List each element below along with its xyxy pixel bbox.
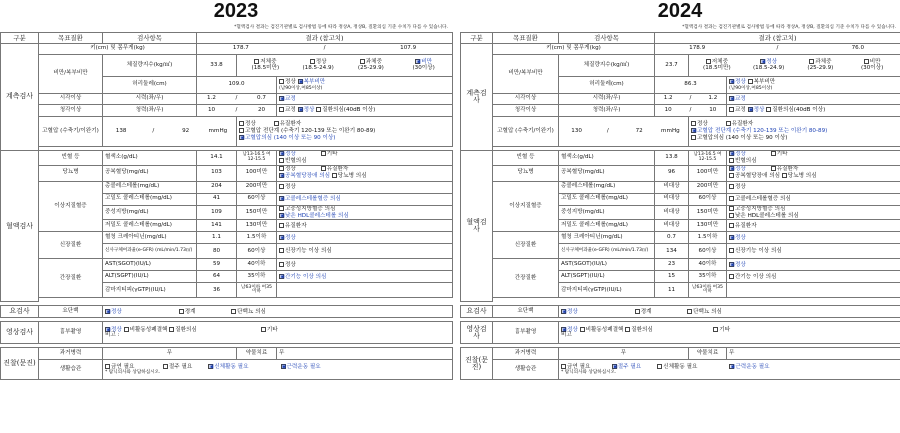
header-item: 검사항목 (103, 33, 197, 44)
checkbox-checked[interactable] (561, 327, 566, 332)
checkbox[interactable] (729, 223, 734, 228)
checkbox[interactable] (729, 274, 734, 279)
checkbox-checked[interactable] (729, 79, 734, 84)
result-table: 구분 목표질환 검사항목 결과 (참고치) 계측검사 키(cm) 및 몸무게(kg) 178.9 / 76.0 비만/복부비만 체질량지수(kg/㎡) 23.7 저체중 (18.5미만) ▣정상 (18.5-24.9) 과체중 (25-29.9) 비만 (30이상) 허리둘레(cm) 86.3 ▣ 정상 복부비만 (남90이상,여85이상) 시각이상 시력(좌/우) 1.2 / 1.2 ▣ 교정 청각이상 청력(좌/우) 10 / 10 교정 ▣ 정상 질환의심(40dB 이상) 고혈압 (수축기/이완기) 130 / 72 mmHg 정상 유질환자 ▣고혈압 전단계 (수축기 120-139 또는 이완기 80-89) 고혈압의심 (140 이상 또는 90 이상) 혈액검사 빈혈 등 혈색소(g/dL) 13.8 남13-16.5 여12-15.5 ▣정상 기타 빈혈의심 당뇨병 공복혈당(mg/dL) 96 100미만 ▣ 정상 유질환자 공복혈당장애 의심 당뇨병 의심 이상지질혈증 총콜레스테롤(mg/dL) 비대상 200미만 정상 고밀도 콜레스테롤(mg/dL) 비대상 60이상 고콜레스테롤혈증 의심 중성지방(mg/dL) 비대상 150미만 고중성지방혈증 의심 낮은 HDL콜레스테롤 의심 저밀도 콜레스테롤(mg/dL) 비대상 130미만 유질환자 신장질환 혈청 크레아티닌(mg/dL) 0.7 1.5이하 ▣ 정상 신사구체여과율(e-GFR) (mL/min/1.73㎡) 134 60이상 신장기능 이상 의심 간장질환 AST(SGOT)(IU/L) 23 40이하 ▣ 정상 ALT(SGPT)(IU/L) 15 35이하 간기능 이상 의심 감마지티피(γGTP)(IU/L) 11 남63이하 여35이하 요검사 요단백 ▣ 정상 경계 단백뇨 의심 영상검사 흉부촬영 ▣ 정상 비활동성폐결핵 질환의심 기타 비고 진찰(문진) 과거병력 무 약물치료 무 생활습관 금연 필요 ▣ 절주 필요 신체활동 필요 ▣ 근력운동 필요 * 탐닉의사와 상담하십시오. (460, 32, 900, 380)
checkbox-checked[interactable] (298, 107, 303, 112)
checkbox-checked[interactable] (279, 96, 284, 101)
checkbox[interactable] (729, 107, 734, 112)
dm-title: 당뇨병 (39, 165, 103, 181)
checkbox[interactable] (729, 196, 734, 201)
note: *혈액검사 결과는 검진기관별로 검사방법 등에 따라 정상A, 정상B, 질환의심 기준 수치가 다를 수 있습니다. (234, 25, 448, 30)
checkbox[interactable] (729, 184, 734, 189)
consult-group: 진찰(문진) (1, 348, 39, 380)
checkbox[interactable] (279, 223, 284, 228)
checkbox[interactable] (360, 59, 365, 64)
checkbox-checked[interactable] (729, 96, 734, 101)
checkbox[interactable] (580, 327, 585, 332)
checkbox[interactable] (279, 158, 284, 163)
checkbox[interactable] (231, 309, 236, 314)
checkbox[interactable] (279, 107, 284, 112)
height-weight-label: 키(cm) 및 몸무게(kg) (39, 44, 197, 55)
checkbox-checked[interactable] (279, 173, 284, 178)
checkbox-checked[interactable] (281, 364, 286, 369)
checkbox-checked[interactable] (729, 151, 734, 156)
checkbox[interactable] (332, 173, 337, 178)
checkbox[interactable] (279, 79, 284, 84)
year-title: 2024 (657, 0, 703, 22)
vision-title: 시각이상 (39, 94, 103, 105)
checkbox[interactable] (279, 166, 284, 171)
checkbox[interactable] (729, 173, 734, 178)
obesity-label: 비만/복부비만 (39, 55, 103, 94)
checkbox[interactable] (105, 364, 110, 369)
checkbox-checked[interactable] (612, 364, 617, 369)
checkbox[interactable] (179, 309, 184, 314)
image-group: 영상검사 (461, 322, 493, 344)
checkbox[interactable] (729, 213, 734, 218)
waist-label: 허리둘레(cm) (103, 77, 197, 94)
height-value: 178.7 (232, 45, 249, 52)
checkbox[interactable] (687, 309, 692, 314)
checkbox[interactable] (279, 248, 284, 253)
measure-group: 계측검사 (1, 44, 39, 151)
checkbox[interactable] (239, 128, 244, 133)
checkbox[interactable] (748, 79, 753, 84)
kidney-title: 신장질환 (39, 232, 103, 259)
checkbox-checked[interactable] (748, 107, 753, 112)
checkbox-checked[interactable] (105, 327, 110, 332)
hearing-title: 청각이상 (39, 105, 103, 117)
checkbox[interactable] (766, 107, 771, 112)
hearing-label: 청력(좌/우) (103, 105, 197, 117)
checkbox[interactable] (691, 135, 696, 140)
checkbox[interactable] (782, 173, 787, 178)
liver-title: 간장질환 (39, 259, 103, 298)
checkbox[interactable] (261, 327, 266, 332)
bmi-value: 33.8 (197, 55, 237, 77)
checkbox[interactable] (124, 327, 129, 332)
checkbox[interactable] (691, 121, 696, 126)
checkbox-checked[interactable] (729, 364, 734, 369)
checkbox-checked[interactable] (208, 364, 213, 369)
weight-value: 107.9 (400, 45, 417, 52)
note: *혈액검사 결과는 검진기관별로 검사방법 등에 따라 정상A, 정상B, 질환의심 기준 수치가 다를 수 있습니다. (682, 25, 896, 30)
checkbox[interactable] (561, 364, 566, 369)
checkbox[interactable] (729, 248, 734, 253)
checkbox[interactable] (163, 364, 168, 369)
urine-group: 요검사 (461, 306, 493, 318)
checkbox-checked[interactable] (279, 235, 284, 240)
checkbox-checked[interactable] (691, 128, 696, 133)
lipid-title: 이상지질혈증 (39, 181, 103, 232)
checkbox[interactable] (254, 59, 259, 64)
checkbox[interactable] (771, 151, 776, 156)
bp-label: 고혈압 (수축기/이완기) (39, 117, 103, 147)
checkbox[interactable] (809, 59, 814, 64)
anemia-title: 빈혈 등 (39, 151, 103, 166)
checkbox[interactable] (239, 121, 244, 126)
measure-group: 계측검사 (461, 44, 493, 151)
checkbox[interactable] (279, 206, 284, 211)
checkbox-checked[interactable] (415, 59, 420, 64)
checkbox-checked[interactable] (298, 79, 303, 84)
image-group: 영상검사 (1, 322, 39, 344)
waist-value: 109.0 (197, 77, 277, 94)
checkbox[interactable] (635, 309, 640, 314)
checkbox[interactable] (169, 327, 174, 332)
header-group: 구분 (1, 33, 39, 44)
year-title: 2023 (213, 0, 259, 22)
checkbox[interactable] (321, 166, 326, 171)
checkbox-checked[interactable] (105, 309, 110, 314)
checkbox-checked[interactable] (561, 309, 566, 314)
checkbox[interactable] (864, 59, 869, 64)
checkbox[interactable] (771, 166, 776, 171)
checkbox-checked[interactable] (279, 274, 284, 279)
checkbox[interactable] (274, 121, 279, 126)
checkbox-checked[interactable] (729, 262, 734, 267)
vision-label: 시력(좌/우) (103, 94, 197, 105)
checkbox[interactable] (726, 121, 731, 126)
checkbox-checked[interactable] (239, 135, 244, 140)
report-2024 (460, 0, 900, 433)
checkbox[interactable] (625, 327, 630, 332)
header-result: 결과 (참고치) (655, 33, 900, 44)
hb-label: 혈색소(g/dL) (103, 151, 197, 166)
checkbox-checked[interactable] (279, 196, 284, 201)
checkbox-checked[interactable] (279, 151, 284, 156)
header-item: 검사항목 (559, 33, 655, 44)
consult-group: 진찰(문진) (461, 348, 493, 380)
checkbox[interactable] (321, 151, 326, 156)
checkbox-checked[interactable] (760, 59, 765, 64)
checkbox[interactable] (706, 59, 711, 64)
checkbox[interactable] (713, 327, 718, 332)
checkbox[interactable] (316, 107, 321, 112)
checkbox[interactable] (729, 158, 734, 163)
checkbox-checked[interactable] (279, 213, 284, 218)
header-target: 목표질환 (39, 33, 103, 44)
header-target: 목표질환 (493, 33, 559, 44)
checkbox[interactable] (279, 184, 284, 189)
blood-group: 혈액검사 (461, 151, 493, 302)
result-table: 구분 목표질환 검사항목 결과 (참고치) 계측검사 키(cm) 및 몸무게(kg) 178.7 / 107.9 비만/복부비만 체질량지수(kg/㎡) 33.8 저체중 (18.5미만) 정상 (18.5-24.9) 과체중 (25-29.9) ▣비만 (30이상) 허리둘레(cm) 109.0 정상 ▣ 복부비만 (남90이상,여85이상) 시각이상 시력(좌/우) 1.2 / 0.7 ▣ 교정 청각이상 청력(좌/우) 10 / 20 교정 ▣ 정상 질환의심(40dB 이상) 고혈압 (수축기/이완기) 138 / 92 mmHg 정상 유질환자 고혈압 전단계 (수축기 120-139 또는 이완기 80-89) ▣고혈압의심 (140 이상 또는 90 이상) 혈액검사 빈혈 등 혈색소(g/dL) 14.1 남13-16.5 여12-15.5 ▣정상 기타 빈혈의심 당뇨병 공복혈당(mg/dL) 103 100미만 정상 유질환자 ▣공복혈당장애 의심 당뇨병 의심 이상지질혈증 총콜레스테롤(mg/dL) 204 200미만 정상 고밀도 콜레스테롤(mg/dL) 41 60이상 ▣ 고콜레스테롤혈증 의심 중성지방(mg/dL) 109 150미만 고중성지방혈증 의심 ▣낮은 HDL콜레스테롤 의심 저밀도 콜레스테롤(mg/dL) 141 130미만 유질환자 신장질환 혈청 크레아티닌(mg/dL) 1.1 1.5이하 ▣ 정상 신사구체여과율(e-GFR) (mL/min/1.73㎡) 80 60이상 신장기능 이상 의심 간장질환 AST(SGOT)(IU/L) 59 40이하 정상 ALT(SGPT)(IU/L) 64 35이하 ▣ 간기능 이상 의심 감마지티피(γGTP)(IU/L) 36 남63이하 여35이하 요검사 요단백 ▣ 정상 경계 단백뇨 의심 영상검사 흉부촬영 ▣ 정상 비활동성폐결핵 질환의심 기타 비고 : 진찰(문진) 과거병력 무 약물치료 무 생활습관 금연 필요 절주 필요 ▣ 신체활동 필요 ▣ 근력운동 필요 * 탐닉의사와 상담하십시오. (0, 32, 453, 380)
checkbox-checked[interactable] (729, 235, 734, 240)
checkbox[interactable] (657, 364, 662, 369)
checkbox[interactable] (729, 206, 734, 211)
urine-group: 요검사 (1, 306, 39, 318)
blood-group: 혈액검사 (1, 151, 39, 302)
checkbox[interactable] (279, 262, 284, 267)
bmi-label: 체질량지수(kg/㎡) (103, 55, 197, 77)
header-group: 구분 (461, 33, 493, 44)
checkbox-checked[interactable] (729, 166, 734, 171)
header-result: 결과 (참고치) (197, 33, 453, 44)
checkbox[interactable] (310, 59, 315, 64)
